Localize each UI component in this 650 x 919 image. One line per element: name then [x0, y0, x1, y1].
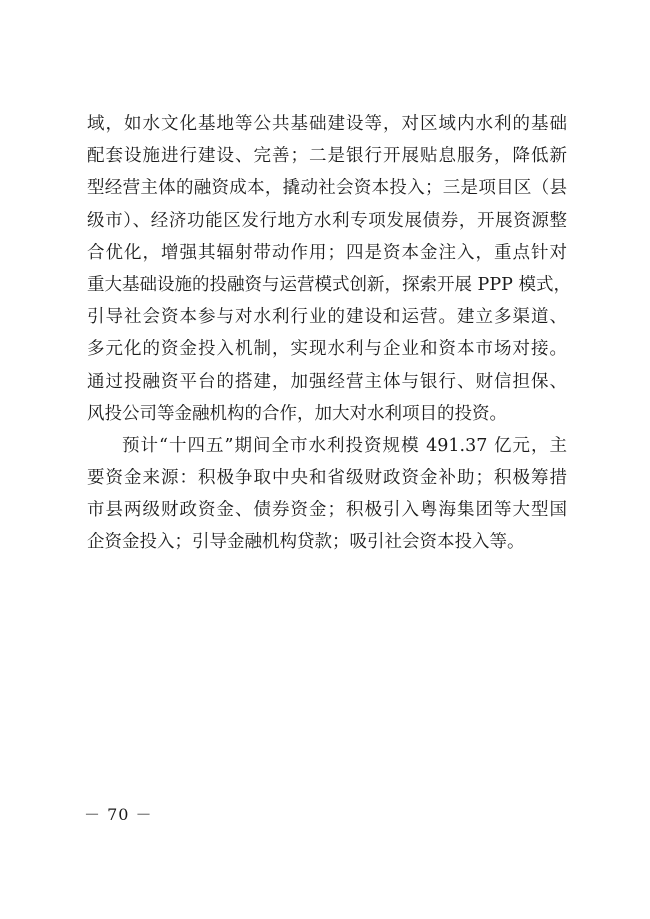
text-line: 多元化的资金投入机制，实现水利与企业和资本市场对接。	[87, 339, 567, 360]
text-line: 域，如水文化基地等公共基础建设等，对区域内水利的基础	[87, 114, 567, 134]
paragraph-investment-plan	[87, 430, 567, 559]
text-line: 引导社会资本参与对水利行业的建设和运营。建立多渠道、	[87, 307, 567, 328]
page-number: － 70 －	[84, 805, 153, 824]
text-line: 预计“十四五”期间全市水利投资规模 491.37 亿元，主	[122, 435, 567, 456]
text-line: 合优化，增强其辐射带动作用；四是资本金注入，重点针对	[87, 242, 567, 263]
text-line: 级市）、经济功能区发行地方水利专项发展债券，开展资源整	[87, 210, 567, 231]
paragraph-financing-measures	[87, 108, 571, 430]
text-line: 重大基础设施的投融资与运营模式创新，探索开展 PPP 模式，	[87, 274, 571, 295]
text-line: 要资金来源：积极争取中央和省级财政资金补助；积极筹措	[87, 468, 567, 489]
text-line: 风投公司等金融机构的合作，加大对水利项目的投资。	[87, 403, 507, 424]
text-line: 通过投融资平台的搭建，加强经营主体与银行、财信担保、	[87, 371, 567, 392]
text-line: 企资金投入；引导金融机构贷款；吸引社会资本投入等。	[87, 532, 525, 553]
text-line: 型经营主体的融资成本，撬动社会资本投入；三是项目区（县	[87, 178, 567, 199]
text-line: 配套设施进行建设、完善；二是银行开展贴息服务，降低新	[87, 146, 567, 167]
body-text	[87, 108, 571, 559]
text-line: 市县两级财政资金、债券资金；积极引入粤海集团等大型国	[87, 500, 567, 521]
